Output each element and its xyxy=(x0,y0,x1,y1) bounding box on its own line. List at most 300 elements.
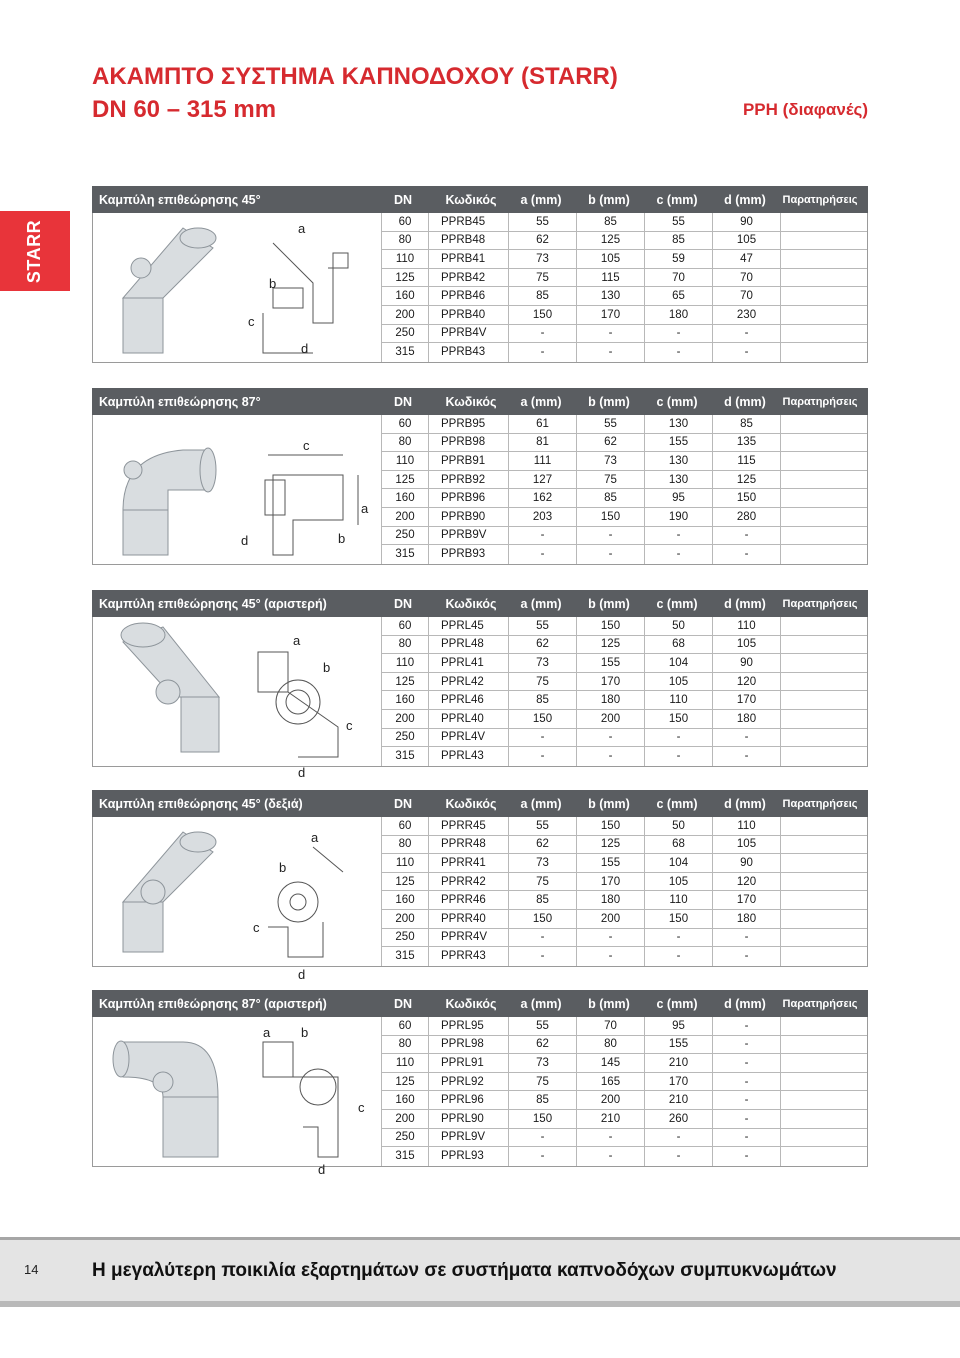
cell-a: 111 xyxy=(508,452,576,470)
cell-c: 105 xyxy=(644,673,712,691)
cell-c: - xyxy=(644,929,712,947)
cell-a: 150 xyxy=(508,710,576,728)
cell-d: 70 xyxy=(712,269,780,287)
fitting-diagram xyxy=(93,617,381,780)
cell-d: 170 xyxy=(712,691,780,709)
fitting-diagram xyxy=(93,415,381,564)
section-header xyxy=(92,990,868,1017)
cell-notes xyxy=(780,343,867,362)
cell-d: - xyxy=(712,1091,780,1109)
cell-d: - xyxy=(712,747,780,766)
cell-notes xyxy=(780,527,867,545)
cell-d: - xyxy=(712,729,780,747)
cell-a: 75 xyxy=(508,1073,576,1091)
table-row xyxy=(381,415,867,434)
column-header-b: b (mm) xyxy=(588,796,630,811)
cell-c: 85 xyxy=(644,232,712,250)
cell-d: 230 xyxy=(712,306,780,324)
table-row xyxy=(381,545,867,564)
cell-code: PPRL48 xyxy=(428,636,508,654)
cell-c: 110 xyxy=(644,891,712,909)
cell-dn: 60 xyxy=(381,415,428,433)
cell-dn: 315 xyxy=(381,747,428,766)
cell-d: 105 xyxy=(712,636,780,654)
cell-d: 120 xyxy=(712,673,780,691)
table-row xyxy=(381,636,867,655)
cell-b: 62 xyxy=(576,434,644,452)
cell-notes xyxy=(780,250,867,268)
table-row xyxy=(381,910,867,929)
dim-label-b: b xyxy=(269,276,277,291)
cell-a: - xyxy=(508,527,576,545)
cell-d: 90 xyxy=(712,213,780,231)
section-title: Καμπύλη επιθεώρησης 45° (δεξιά) xyxy=(99,796,303,811)
cell-a: 85 xyxy=(508,287,576,305)
cell-a: 73 xyxy=(508,250,576,268)
page-title-line2: DN 60 – 315 mm xyxy=(92,96,277,123)
cell-b: 170 xyxy=(576,873,644,891)
column-header-notes: Παρατηρήσεις xyxy=(782,193,858,206)
column-header-dn: DN xyxy=(393,192,413,207)
cell-notes xyxy=(780,434,867,452)
cell-a: 73 xyxy=(508,654,576,672)
cell-c: 50 xyxy=(644,617,712,635)
dim-label-c: c xyxy=(248,314,255,329)
cell-c: 210 xyxy=(644,1091,712,1109)
cell-d: - xyxy=(712,1073,780,1091)
cell-code: PPRB4V xyxy=(428,325,508,343)
cell-dn: 110 xyxy=(381,854,428,872)
cell-d: 110 xyxy=(712,617,780,635)
cell-code: PPRL96 xyxy=(428,1091,508,1109)
cell-code: PPRL45 xyxy=(428,617,508,635)
cell-d: 135 xyxy=(712,434,780,452)
cell-b: 125 xyxy=(576,836,644,854)
section-bend-45-right xyxy=(92,790,868,982)
table-row xyxy=(381,929,867,948)
cell-a: 62 xyxy=(508,232,576,250)
cell-code: PPRL95 xyxy=(428,1017,508,1035)
cell-a: - xyxy=(508,1129,576,1147)
column-header-c: c (mm) xyxy=(656,596,698,611)
column-header-code: Κωδικός xyxy=(445,796,497,811)
section-header xyxy=(92,186,868,213)
cell-d: 150 xyxy=(712,489,780,507)
cell-dn: 200 xyxy=(381,1110,428,1128)
cell-b: 145 xyxy=(576,1054,644,1072)
cell-dn: 60 xyxy=(381,817,428,835)
table-row xyxy=(381,891,867,910)
dimension-table xyxy=(381,817,867,966)
cell-dn: 110 xyxy=(381,1054,428,1072)
column-header-dn: DN xyxy=(393,796,413,811)
cell-notes xyxy=(780,508,867,526)
cell-c: - xyxy=(644,343,712,362)
section-body xyxy=(92,213,868,363)
cell-code: PPRB46 xyxy=(428,287,508,305)
section-body xyxy=(92,415,868,565)
cell-a: 62 xyxy=(508,836,576,854)
table-row xyxy=(381,250,867,269)
cell-d: 85 xyxy=(712,415,780,433)
dim-label-a: a xyxy=(298,221,306,236)
table-row xyxy=(381,1091,867,1110)
cell-dn: 80 xyxy=(381,232,428,250)
cell-a: 55 xyxy=(508,617,576,635)
cell-code: PPRB90 xyxy=(428,508,508,526)
cell-notes xyxy=(780,654,867,672)
cell-c: - xyxy=(644,527,712,545)
cell-notes xyxy=(780,306,867,324)
cell-d: - xyxy=(712,1110,780,1128)
cell-dn: 160 xyxy=(381,489,428,507)
cell-b: 105 xyxy=(576,250,644,268)
cell-b: - xyxy=(576,527,644,545)
cell-code: PPRR43 xyxy=(428,947,508,966)
cell-code: PPRB48 xyxy=(428,232,508,250)
cell-a: 62 xyxy=(508,1036,576,1054)
cell-d: 120 xyxy=(712,873,780,891)
cell-dn: 60 xyxy=(381,213,428,231)
cell-code: PPRL91 xyxy=(428,1054,508,1072)
cell-a: 85 xyxy=(508,891,576,909)
cell-a: 85 xyxy=(508,1091,576,1109)
cell-code: PPRB45 xyxy=(428,213,508,231)
table-row xyxy=(381,710,867,729)
cell-notes xyxy=(780,287,867,305)
dim-label-b: b xyxy=(338,531,346,546)
column-header-c: c (mm) xyxy=(656,192,698,207)
cell-notes xyxy=(780,489,867,507)
table-row xyxy=(381,617,867,636)
cell-c: 150 xyxy=(644,910,712,928)
cell-d: - xyxy=(712,1129,780,1147)
cell-b: - xyxy=(576,747,644,766)
cell-notes xyxy=(780,1036,867,1054)
cell-b: - xyxy=(576,947,644,966)
cell-c: 130 xyxy=(644,415,712,433)
cell-b: 180 xyxy=(576,691,644,709)
cell-notes xyxy=(780,636,867,654)
cell-c: - xyxy=(644,545,712,564)
cell-b: 200 xyxy=(576,1091,644,1109)
cell-code: PPRL4V xyxy=(428,729,508,747)
footer-slogan: Η μεγαλύτερη ποικιλία εξαρτημάτων σε συστήματα καπνοδόχων συμπυκνωμάτων xyxy=(92,1260,837,1281)
cell-code: PPRB41 xyxy=(428,250,508,268)
cell-b: 200 xyxy=(576,910,644,928)
column-header-a: a (mm) xyxy=(520,596,562,611)
cell-dn: 250 xyxy=(381,1129,428,1147)
cell-b: 85 xyxy=(576,213,644,231)
cell-dn: 315 xyxy=(381,545,428,564)
table-row xyxy=(381,873,867,892)
cell-code: PPRL42 xyxy=(428,673,508,691)
cell-b: - xyxy=(576,325,644,343)
cell-notes xyxy=(780,213,867,231)
cell-dn: 80 xyxy=(381,1036,428,1054)
section-body xyxy=(92,1017,868,1177)
dim-label-d: d xyxy=(241,533,249,548)
cell-notes xyxy=(780,1147,867,1166)
table-row xyxy=(381,854,867,873)
column-header-code: Κωδικός xyxy=(445,192,497,207)
table-row xyxy=(381,729,867,748)
dim-label-a: a xyxy=(263,1025,271,1040)
cell-a: 73 xyxy=(508,854,576,872)
table-row xyxy=(381,343,867,362)
fitting-diagram xyxy=(93,1017,381,1177)
page-title-line1: ΑΚΑΜΠΤΟ ΣΥΣΤΗΜΑ ΚΑΠΝΟΔΟΧΟΥ (STARR) xyxy=(92,63,618,90)
table-row xyxy=(381,471,867,490)
cell-dn: 110 xyxy=(381,250,428,268)
cell-dn: 60 xyxy=(381,617,428,635)
cell-d: 180 xyxy=(712,910,780,928)
cell-c: 130 xyxy=(644,471,712,489)
cell-d: - xyxy=(712,1147,780,1166)
fitting-diagram xyxy=(93,817,381,982)
cell-c: 104 xyxy=(644,854,712,872)
cell-code: PPRL41 xyxy=(428,654,508,672)
cell-c: - xyxy=(644,1129,712,1147)
cell-code: PPRB93 xyxy=(428,545,508,564)
cell-b: - xyxy=(576,729,644,747)
cell-notes xyxy=(780,673,867,691)
cell-a: - xyxy=(508,343,576,362)
cell-c: 95 xyxy=(644,489,712,507)
table-row xyxy=(381,508,867,527)
cell-notes xyxy=(780,710,867,728)
cell-dn: 160 xyxy=(381,287,428,305)
cell-a: 73 xyxy=(508,1054,576,1072)
cell-c: - xyxy=(644,747,712,766)
cell-notes xyxy=(780,617,867,635)
cell-d: 170 xyxy=(712,891,780,909)
section-title: Καμπύλη επιθεώρησης 45° (αριστερή) xyxy=(99,596,327,611)
cell-dn: 250 xyxy=(381,527,428,545)
cell-d: - xyxy=(712,343,780,362)
cell-a: - xyxy=(508,729,576,747)
cell-notes xyxy=(780,545,867,564)
table-row xyxy=(381,527,867,546)
cell-code: PPRB98 xyxy=(428,434,508,452)
cell-b: - xyxy=(576,545,644,564)
diagram-45-bend xyxy=(93,213,381,363)
cell-d: 105 xyxy=(712,836,780,854)
cell-code: PPRR4V xyxy=(428,929,508,947)
cell-b: 85 xyxy=(576,489,644,507)
section-bend-87 xyxy=(92,388,868,565)
dim-label-c: c xyxy=(346,718,353,733)
cell-d: 180 xyxy=(712,710,780,728)
table-row xyxy=(381,213,867,232)
column-header-b: b (mm) xyxy=(588,192,630,207)
table-row xyxy=(381,1017,867,1036)
cell-c: 155 xyxy=(644,434,712,452)
dim-label-c: c xyxy=(358,1100,365,1115)
cell-a: 75 xyxy=(508,873,576,891)
cell-a: 55 xyxy=(508,817,576,835)
cell-c: 155 xyxy=(644,1036,712,1054)
cell-a: 150 xyxy=(508,1110,576,1128)
cell-notes xyxy=(780,691,867,709)
cell-c: 65 xyxy=(644,287,712,305)
cell-notes xyxy=(780,269,867,287)
cell-dn: 250 xyxy=(381,729,428,747)
column-header-b: b (mm) xyxy=(588,996,630,1011)
cell-code: PPRL93 xyxy=(428,1147,508,1166)
cell-code: PPRB40 xyxy=(428,306,508,324)
table-row xyxy=(381,836,867,855)
cell-c: 68 xyxy=(644,836,712,854)
side-tab-starr: STARR xyxy=(0,211,70,291)
cell-b: 125 xyxy=(576,232,644,250)
cell-d: - xyxy=(712,545,780,564)
cell-dn: 200 xyxy=(381,306,428,324)
cell-b: 150 xyxy=(576,817,644,835)
cell-code: PPRL98 xyxy=(428,1036,508,1054)
cell-c: 170 xyxy=(644,1073,712,1091)
column-header-a: a (mm) xyxy=(520,796,562,811)
cell-b: 55 xyxy=(576,415,644,433)
cell-dn: 80 xyxy=(381,836,428,854)
material-label: PPH (διαφανές) xyxy=(742,100,868,119)
cell-d: 115 xyxy=(712,452,780,470)
cell-notes xyxy=(780,817,867,835)
cell-notes xyxy=(780,1110,867,1128)
cell-d: - xyxy=(712,1036,780,1054)
table-row xyxy=(381,1054,867,1073)
cell-d: - xyxy=(712,947,780,966)
cell-code: PPRR42 xyxy=(428,873,508,891)
cell-b: 125 xyxy=(576,636,644,654)
column-header-d: d (mm) xyxy=(724,192,766,207)
cell-notes xyxy=(780,1054,867,1072)
cell-notes xyxy=(780,873,867,891)
column-header-c: c (mm) xyxy=(656,996,698,1011)
cell-notes xyxy=(780,1073,867,1091)
table-row xyxy=(381,1073,867,1092)
section-title: Καμπύλη επιθεώρησης 87° xyxy=(99,394,261,409)
cell-code: PPRR45 xyxy=(428,817,508,835)
dim-label-d: d xyxy=(298,967,306,982)
page-number: 14 xyxy=(24,1262,39,1277)
section-header xyxy=(92,590,868,617)
cell-notes xyxy=(780,729,867,747)
cell-c: 105 xyxy=(644,873,712,891)
cell-a: 150 xyxy=(508,910,576,928)
cell-a: 150 xyxy=(508,306,576,324)
cell-dn: 200 xyxy=(381,710,428,728)
cell-a: - xyxy=(508,929,576,947)
cell-c: 130 xyxy=(644,452,712,470)
cell-dn: 80 xyxy=(381,636,428,654)
cell-notes xyxy=(780,836,867,854)
column-header-d: d (mm) xyxy=(724,796,766,811)
diagram-87-bend xyxy=(93,415,381,565)
cell-d: - xyxy=(712,527,780,545)
cell-a: - xyxy=(508,947,576,966)
cell-b: 170 xyxy=(576,673,644,691)
cell-a: - xyxy=(508,545,576,564)
table-row xyxy=(381,269,867,288)
cell-code: PPRL90 xyxy=(428,1110,508,1128)
section-title: Καμπύλη επιθεώρησης 45° xyxy=(99,192,261,207)
cell-b: - xyxy=(576,929,644,947)
column-header-b: b (mm) xyxy=(588,394,630,409)
cell-dn: 125 xyxy=(381,873,428,891)
cell-a: 62 xyxy=(508,636,576,654)
dimension-table xyxy=(381,415,867,564)
cell-c: 68 xyxy=(644,636,712,654)
cell-code: PPRL92 xyxy=(428,1073,508,1091)
cell-b: 155 xyxy=(576,854,644,872)
dim-label-b: b xyxy=(301,1025,309,1040)
column-header-notes: Παρατηρήσεις xyxy=(782,395,858,408)
cell-dn: 110 xyxy=(381,452,428,470)
cell-b: 150 xyxy=(576,617,644,635)
cell-notes xyxy=(780,1129,867,1147)
cell-notes xyxy=(780,947,867,966)
cell-a: 75 xyxy=(508,673,576,691)
cell-d: 90 xyxy=(712,654,780,672)
column-header-d: d (mm) xyxy=(724,394,766,409)
cell-code: PPRB43 xyxy=(428,343,508,362)
cell-d: - xyxy=(712,929,780,947)
table-row xyxy=(381,947,867,966)
table-row xyxy=(381,232,867,251)
cell-notes xyxy=(780,747,867,766)
cell-dn: 110 xyxy=(381,654,428,672)
cell-c: - xyxy=(644,1147,712,1166)
column-header-a: a (mm) xyxy=(520,996,562,1011)
cell-code: PPRR48 xyxy=(428,836,508,854)
cell-b: 75 xyxy=(576,471,644,489)
cell-dn: 250 xyxy=(381,929,428,947)
cell-a: - xyxy=(508,747,576,766)
table-row xyxy=(381,1147,867,1166)
cell-dn: 160 xyxy=(381,891,428,909)
column-header-b: b (mm) xyxy=(588,596,630,611)
cell-code: PPRB96 xyxy=(428,489,508,507)
cell-notes xyxy=(780,471,867,489)
cell-b: - xyxy=(576,1147,644,1166)
dim-label-d: d xyxy=(298,765,306,780)
cell-dn: 200 xyxy=(381,910,428,928)
column-header-code: Κωδικός xyxy=(445,394,497,409)
dim-label-b: b xyxy=(279,860,287,875)
cell-notes xyxy=(780,452,867,470)
cell-a: 75 xyxy=(508,269,576,287)
dimension-table xyxy=(381,1017,867,1166)
cell-dn: 80 xyxy=(381,434,428,452)
table-row xyxy=(381,306,867,325)
table-row xyxy=(381,1129,867,1148)
dim-label-a: a xyxy=(361,501,369,516)
cell-a: 61 xyxy=(508,415,576,433)
cell-a: 81 xyxy=(508,434,576,452)
cell-code: PPRB92 xyxy=(428,471,508,489)
cell-a: - xyxy=(508,1147,576,1166)
cell-a: 55 xyxy=(508,1017,576,1035)
column-header-c: c (mm) xyxy=(656,796,698,811)
cell-dn: 160 xyxy=(381,691,428,709)
cell-a: - xyxy=(508,325,576,343)
cell-dn: 315 xyxy=(381,947,428,966)
cell-b: 80 xyxy=(576,1036,644,1054)
footer-bar xyxy=(0,1301,960,1307)
diagram-45-right xyxy=(93,817,381,982)
column-header-code: Κωδικός xyxy=(445,996,497,1011)
